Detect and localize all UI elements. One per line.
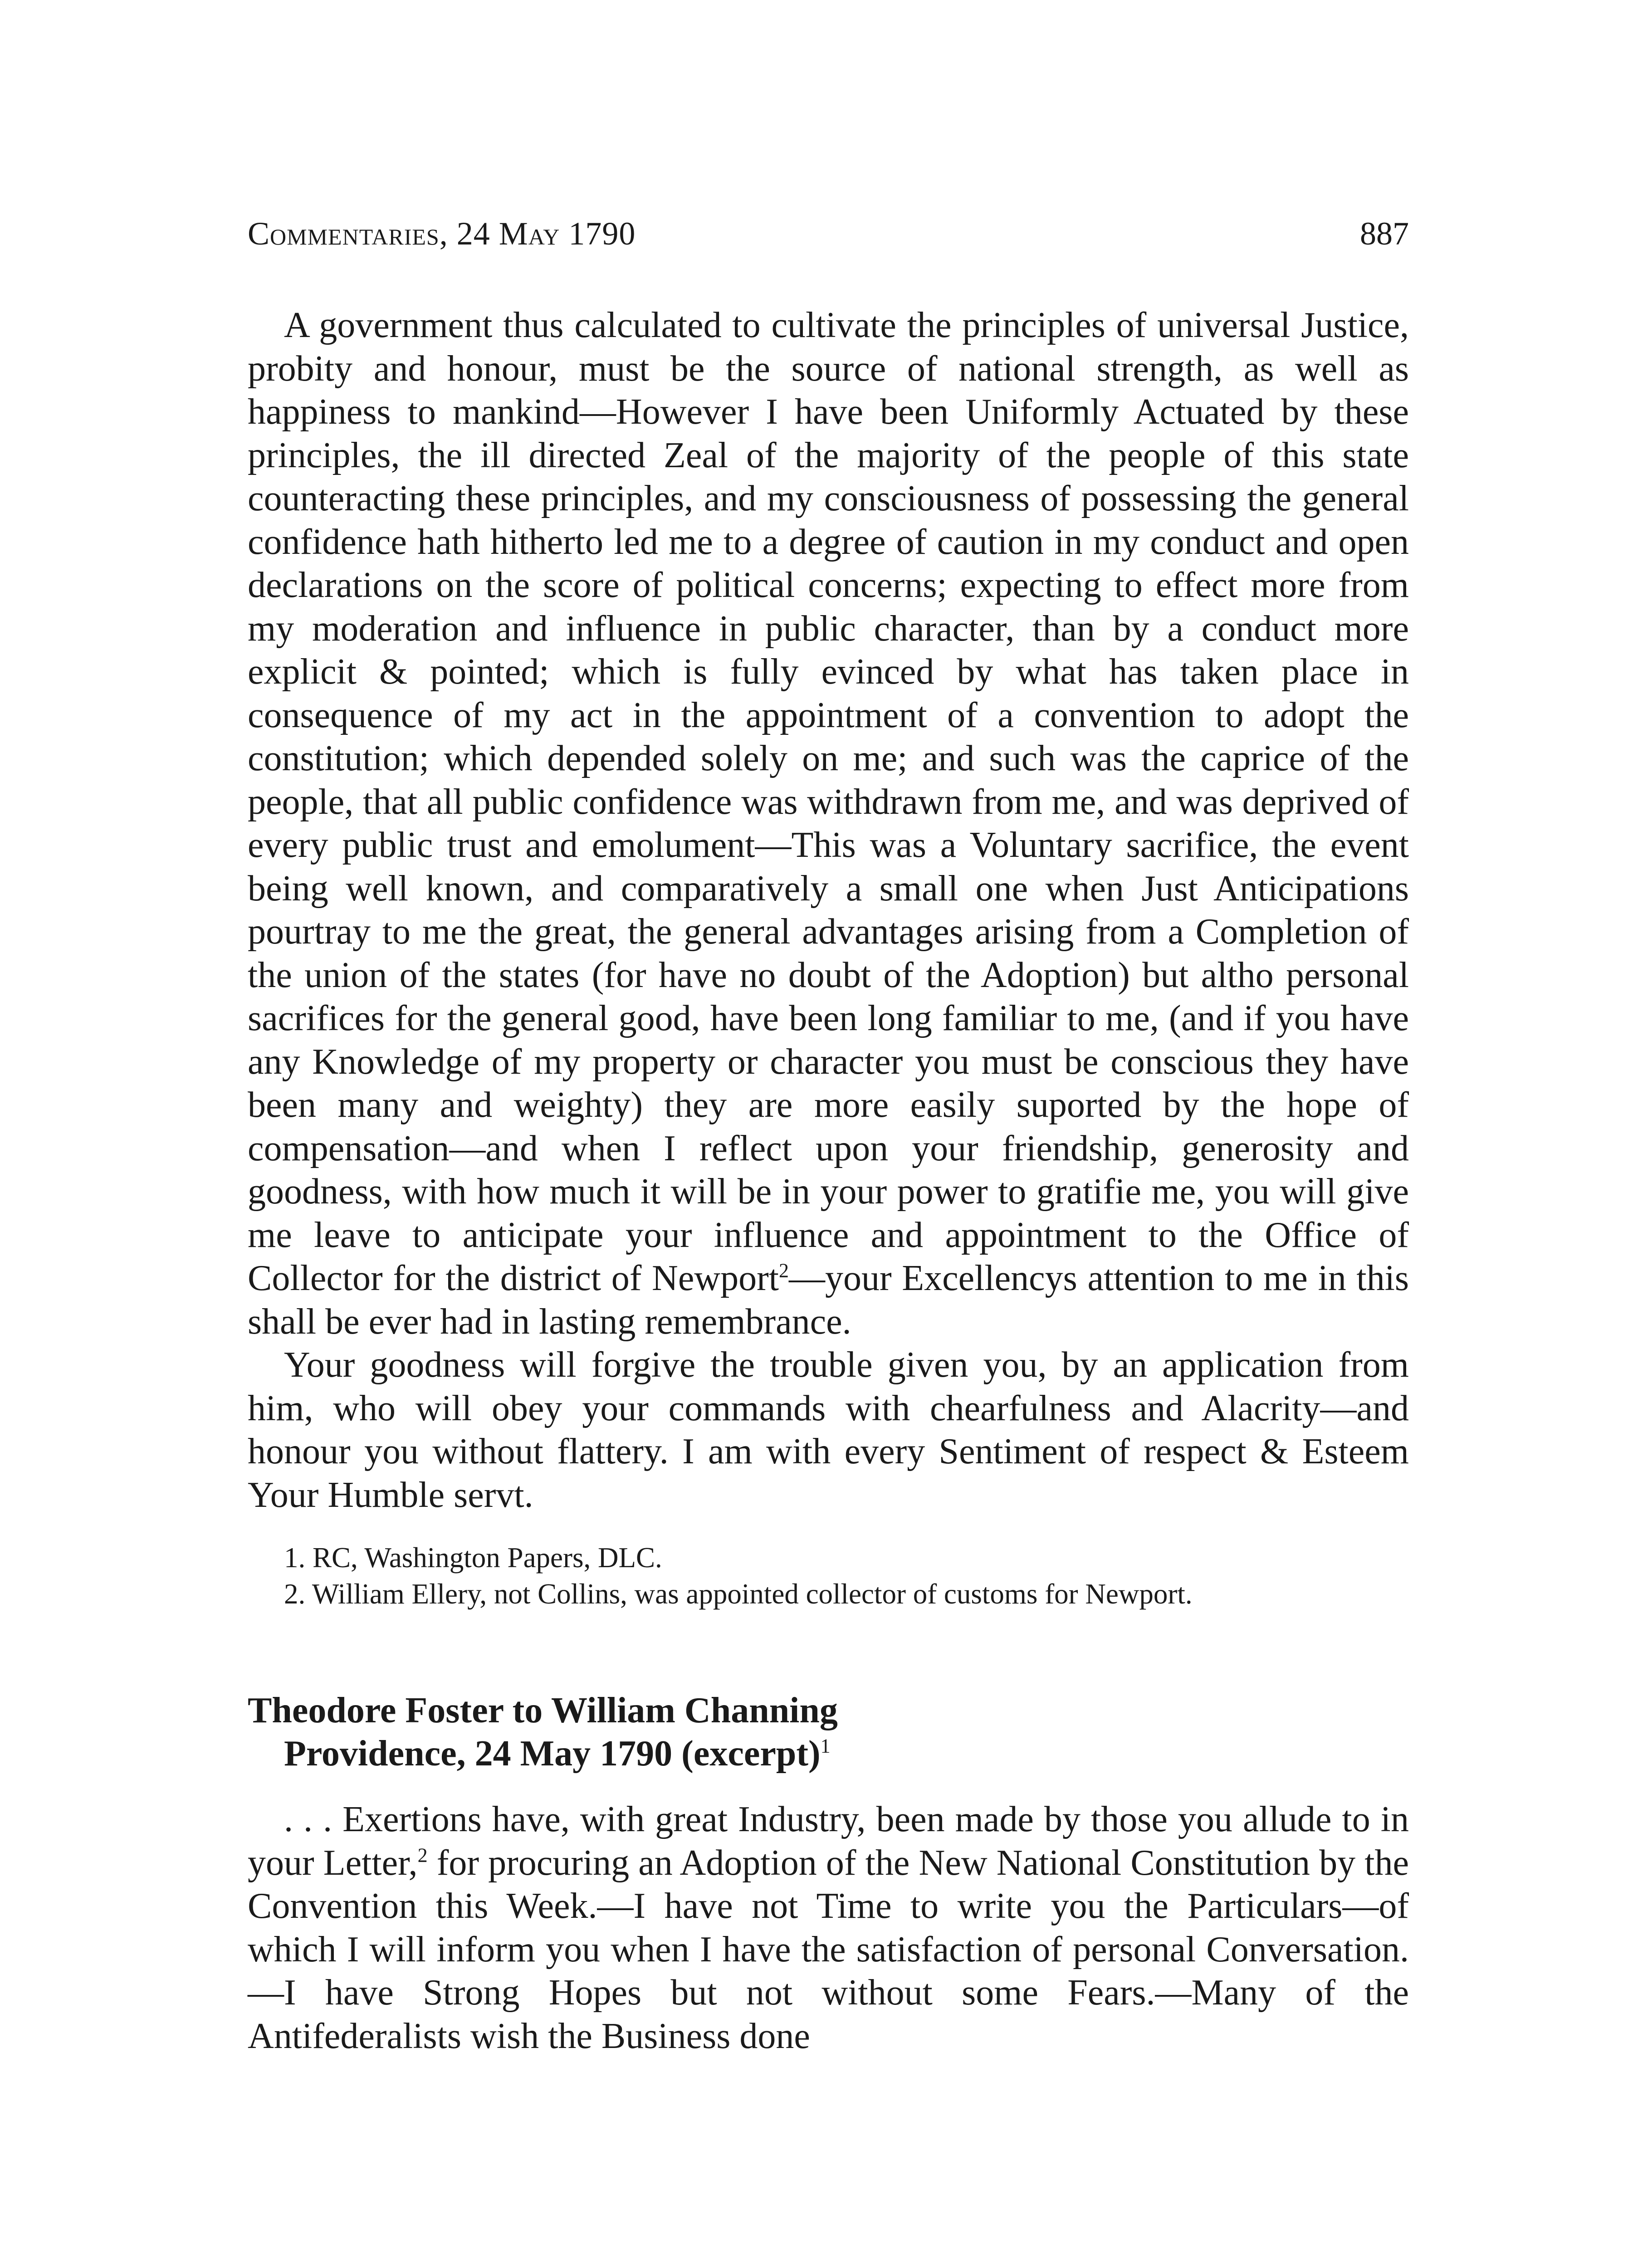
document-heading-line bbox=[248, 1732, 1409, 1775]
paragraph-text: —your Excellencys attention to me in this shall be ever had in lasting remembrance. bbox=[248, 1258, 1409, 1342]
body-paragraph bbox=[248, 1798, 1409, 2058]
paragraph-text: for procuring an Adoption of the New National Constitution by the Convention this Week.—I have not Time to write you the Particulars—of which I will inform you when I have the satisfaction of personal Conversation.—I have Strong Hopes but not without some Fears.—Many of the Antifederalists wish the Business done bbox=[248, 1843, 1409, 2056]
paragraph-text: . . . Exertions have, with great Industry, been made by those you allude to in your Letter, bbox=[248, 1799, 1409, 1883]
footnote-reference: 1 bbox=[820, 1735, 831, 1757]
running-head-title: Commentaries, 24 May 1790 bbox=[248, 215, 636, 252]
footnote-reference: 2 bbox=[417, 1843, 428, 1866]
body-paragraph: Your goodness will forgive the trouble given you, by an application from him, who will obey your commands with chearfulness and Alacrity—and honour you without flattery. I am with every Sentiment of respect & Esteem Your Humble servt. bbox=[248, 1345, 1409, 1515]
paragraph-text: A government thus calculated to cultivate the principles of universal Justice, probity and honour, must be the source of national strength, as well as happiness to mankind—However I have been Uniformly Actuated by these principles, the ill directed Zeal of the majority of the people of this state counteracting these principles, and my consciousness of possessing the general confidence hath hitherto led me to a degree of caution in my conduct and open declarations on the score of political concerns; expecting to effect more from my moderation and influence in public character, than by a conduct more explicit & pointed; which is fully evinced by what has taken place in consequence of my act in the appointment of a convention to adopt the constitution; which depended solely on me; and such was the caprice of the people, that all public confidence was withdrawn from me, and was deprived of every public trust and emolument—This was a Voluntary sacrifice, the event being well known, and comparatively a small one when Just Anticipations pourtray to me the great, the general advantages arising from a Completion of the union of the states (for have no doubt of the Adoption) but altho personal sacrifices for the general good, have been long familiar to me, (and if you have any Knowledge of my property or character you must be conscious they have been many and weighty) they are more easily suported by the hope of compensation—and when I reflect upon your friendship, generosity and goodness, with how much it will be in your power to gratifie me, you will give me leave to anticipate your influence and appointment to the Office of Collector for the district of Newport bbox=[248, 305, 1409, 1298]
running-head bbox=[248, 213, 1409, 263]
excerpt-body bbox=[248, 1798, 1409, 2058]
body-paragraph bbox=[248, 304, 1409, 1344]
footnote: 1. RC, Washington Papers, DLC. bbox=[284, 1542, 662, 1574]
letter-body bbox=[248, 304, 1409, 1517]
document-page bbox=[248, 213, 1409, 2058]
footnote: 2. William Ellery, not Collins, was appointed collector of customs for Newport. bbox=[284, 1578, 1193, 1610]
footnotes bbox=[248, 1540, 1409, 1612]
page-number: 887 bbox=[1360, 215, 1409, 252]
document-heading-line: Theodore Foster to William Channing bbox=[248, 1691, 838, 1730]
footnote-reference: 2 bbox=[778, 1259, 789, 1282]
document-heading-text: Providence, 24 May 1790 (excerpt) bbox=[284, 1734, 821, 1774]
document-heading bbox=[248, 1689, 1409, 1775]
